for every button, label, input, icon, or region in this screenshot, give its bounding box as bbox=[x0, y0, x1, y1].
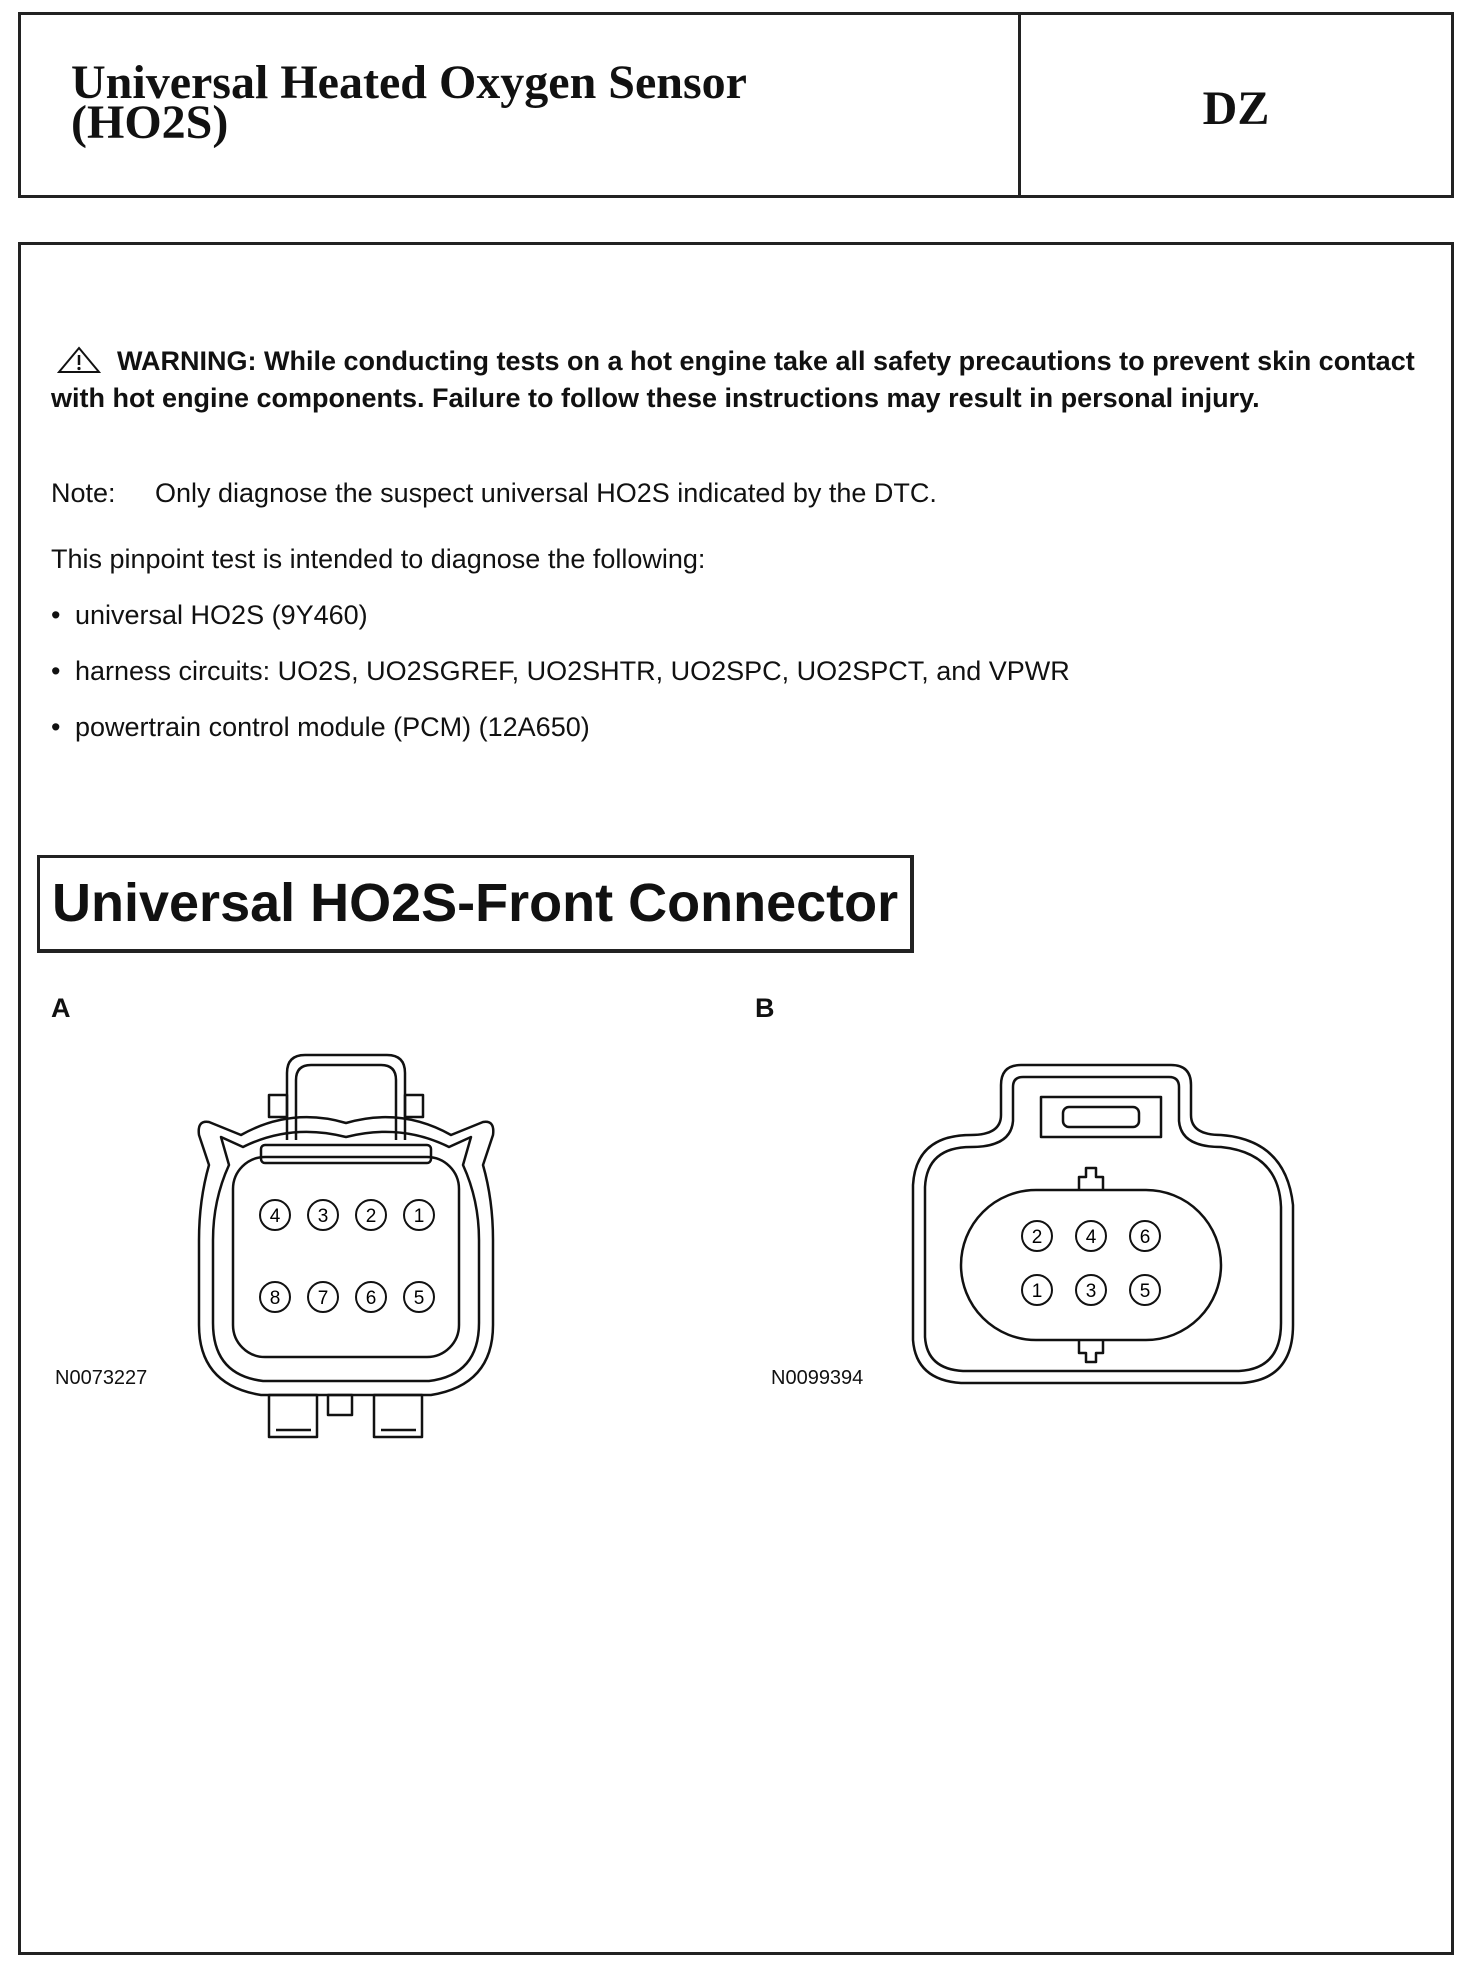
title-line-1: Universal Heated Oxygen Sensor bbox=[71, 56, 747, 109]
connector-a-diagram bbox=[181, 1025, 621, 1445]
pin-label: 6 bbox=[365, 1288, 377, 1309]
title-line-2: (HO2S) bbox=[71, 96, 229, 149]
pin-label: 4 bbox=[1085, 1227, 1097, 1248]
bullet: • bbox=[51, 600, 61, 630]
pin-label: 2 bbox=[1031, 1227, 1043, 1248]
note-text: Only diagnose the suspect universal HO2S indicated by the DTC. bbox=[155, 478, 937, 508]
figure-b-label: B bbox=[755, 993, 775, 1023]
pin-label: 7 bbox=[317, 1288, 329, 1309]
section-heading: Universal HO2S-Front Connector bbox=[37, 855, 914, 953]
note bbox=[51, 477, 937, 509]
list-item-text: universal HO2S (9Y460) bbox=[75, 600, 368, 630]
header-box bbox=[18, 12, 1454, 198]
section-code: DZ bbox=[1202, 81, 1270, 135]
intro-text: This pinpoint test is intended to diagnose the following: bbox=[51, 544, 706, 574]
pin-label: 4 bbox=[269, 1206, 281, 1227]
list-item-text: harness circuits: UO2S, UO2SGREF, UO2SHTR, UO2SPC, UO2SPCT, and VPWR bbox=[75, 656, 1070, 686]
connector-b-diagram bbox=[901, 1025, 1321, 1395]
bullet: • bbox=[51, 656, 61, 686]
list-item-text: powertrain control module (PCM) (12A650) bbox=[75, 712, 590, 742]
pin-label: 5 bbox=[413, 1288, 425, 1309]
figure-b-id: N0099394 bbox=[771, 1367, 864, 1389]
bullet: • bbox=[51, 712, 61, 742]
pin-label: 2 bbox=[365, 1206, 377, 1227]
pin-label: 1 bbox=[413, 1206, 425, 1227]
note-label: Note: bbox=[51, 478, 116, 508]
warning-triangle-icon bbox=[57, 346, 101, 382]
pin-label: 3 bbox=[317, 1206, 329, 1227]
list-item bbox=[51, 599, 368, 631]
pin-label: 1 bbox=[1031, 1281, 1043, 1302]
figure-a-id: N0073227 bbox=[55, 1367, 148, 1389]
pin-label: 8 bbox=[269, 1288, 281, 1309]
warning-text: WARNING: While conducting tests on a hot engine take all safety precautions to prevent skin contact with hot engine components. Failure to follow these instructions may result in personal injury. bbox=[51, 346, 1415, 413]
main-content bbox=[18, 242, 1454, 1955]
pin-label: 6 bbox=[1139, 1227, 1151, 1248]
list-item bbox=[51, 711, 590, 743]
page-title bbox=[21, 15, 1021, 195]
pin-label: 3 bbox=[1085, 1281, 1097, 1302]
figure-a-label: A bbox=[51, 993, 71, 1023]
list-item bbox=[51, 655, 1070, 687]
pin-label: 5 bbox=[1139, 1281, 1151, 1302]
warning-block bbox=[51, 345, 1431, 415]
